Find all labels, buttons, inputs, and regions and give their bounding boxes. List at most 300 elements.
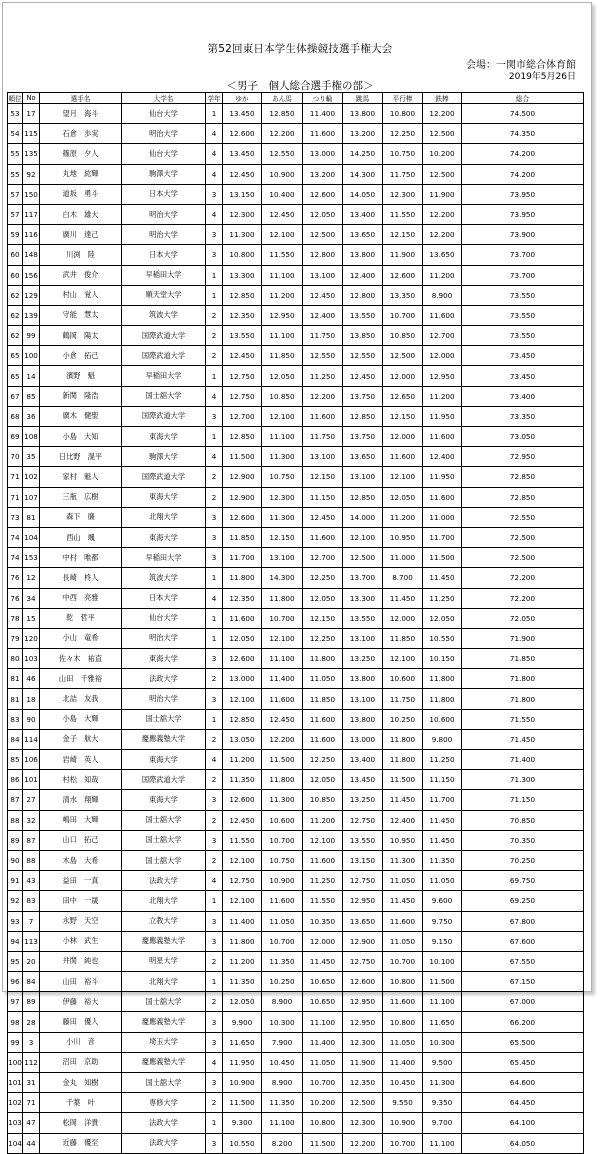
table-row bbox=[8, 669, 584, 689]
number-cell: 135 bbox=[23, 144, 40, 164]
number-cell: 139 bbox=[23, 305, 40, 325]
number-cell: 106 bbox=[23, 750, 40, 770]
number-cell: 92 bbox=[23, 164, 40, 184]
section-title: ＜男子 個人総合選手権の部＞ bbox=[226, 80, 374, 92]
vault-score-cell: 12.850 bbox=[343, 406, 383, 426]
rings-score-cell: 12.250 bbox=[303, 750, 343, 770]
parallel-bars-score-cell: 11.450 bbox=[383, 588, 423, 608]
number-cell: 18 bbox=[23, 689, 40, 709]
grade-cell: 3 bbox=[206, 184, 223, 204]
total-score-cell: 73.450 bbox=[462, 346, 584, 366]
horizontal-bar-score-cell: 12.000 bbox=[423, 346, 462, 366]
number-cell: 101 bbox=[23, 770, 40, 790]
table-row bbox=[8, 346, 584, 366]
university-cell: 東海大学 bbox=[122, 527, 206, 547]
table-row bbox=[8, 366, 584, 386]
floor-score-cell: 12.750 bbox=[223, 366, 262, 386]
university-cell: 明治大学 bbox=[122, 225, 206, 245]
vault-score-cell: 13.800 bbox=[343, 709, 383, 729]
university-cell: 早稲田大学 bbox=[122, 548, 206, 568]
floor-score-cell: 11.600 bbox=[223, 608, 262, 628]
pommel-horse-score-cell: 10.900 bbox=[262, 871, 303, 891]
pommel-horse-score-cell: 8.900 bbox=[262, 992, 303, 1012]
rank-cell: 67 bbox=[8, 386, 23, 406]
parallel-bars-score-cell: 10.800 bbox=[383, 972, 423, 992]
floor-score-cell: 12.100 bbox=[223, 850, 262, 870]
floor-score-cell: 11.300 bbox=[223, 225, 262, 245]
number-cell: 15 bbox=[23, 608, 40, 628]
athlete-name-cell: 金子 航大 bbox=[40, 729, 122, 749]
total-score-cell: 67.000 bbox=[462, 992, 584, 1012]
pommel-horse-score-cell: 12.550 bbox=[262, 144, 303, 164]
table-row bbox=[8, 305, 584, 325]
vault-score-cell: 13.200 bbox=[343, 124, 383, 144]
column-header: 鉄棒 bbox=[423, 93, 462, 104]
vault-score-cell: 11.900 bbox=[343, 1052, 383, 1072]
rings-score-cell: 13.000 bbox=[303, 144, 343, 164]
total-score-cell: 66.200 bbox=[462, 1012, 584, 1032]
parallel-bars-score-cell: 11.750 bbox=[383, 164, 423, 184]
total-score-cell: 71.300 bbox=[462, 770, 584, 790]
floor-score-cell: 12.600 bbox=[223, 124, 262, 144]
rank-cell: 62 bbox=[8, 305, 23, 325]
table-row bbox=[8, 447, 584, 467]
athlete-name-cell: 田中 一晟 bbox=[40, 891, 122, 911]
athlete-name-cell: 小川 音 bbox=[40, 1032, 122, 1052]
floor-score-cell: 11.800 bbox=[223, 931, 262, 951]
university-cell: 国士舘大学 bbox=[122, 386, 206, 406]
floor-score-cell: 12.350 bbox=[223, 305, 262, 325]
number-cell: 84 bbox=[23, 972, 40, 992]
rings-score-cell: 11.600 bbox=[303, 729, 343, 749]
parallel-bars-score-cell: 11.800 bbox=[383, 729, 423, 749]
rings-score-cell: 11.050 bbox=[303, 1052, 343, 1072]
rank-cell: 62 bbox=[8, 285, 23, 305]
parallel-bars-score-cell: 9.550 bbox=[383, 1093, 423, 1113]
parallel-bars-score-cell: 10.450 bbox=[383, 1073, 423, 1093]
table-row bbox=[8, 810, 584, 830]
horizontal-bar-score-cell: 11.500 bbox=[423, 972, 462, 992]
table-row bbox=[8, 386, 584, 406]
vault-score-cell: 12.450 bbox=[343, 366, 383, 386]
column-header: 学年 bbox=[206, 93, 223, 104]
pommel-horse-score-cell: 11.200 bbox=[262, 285, 303, 305]
total-score-cell: 73.050 bbox=[462, 427, 584, 447]
vault-score-cell: 14.300 bbox=[343, 164, 383, 184]
grade-cell: 3 bbox=[206, 689, 223, 709]
athlete-name-cell: 石倉 歩実 bbox=[40, 124, 122, 144]
vault-score-cell: 12.950 bbox=[343, 992, 383, 1012]
rings-score-cell: 11.600 bbox=[303, 124, 343, 144]
pommel-horse-score-cell: 10.300 bbox=[262, 1012, 303, 1032]
floor-score-cell: 9.300 bbox=[223, 1113, 262, 1133]
horizontal-bar-score-cell: 11.650 bbox=[423, 1012, 462, 1032]
table-row bbox=[8, 992, 584, 1012]
floor-score-cell: 11.700 bbox=[223, 548, 262, 568]
university-cell: 国士舘大学 bbox=[122, 709, 206, 729]
horizontal-bar-score-cell: 9.500 bbox=[423, 1052, 462, 1072]
column-header: 選手名 bbox=[40, 93, 122, 104]
total-score-cell: 73.450 bbox=[462, 366, 584, 386]
rings-score-cell: 11.600 bbox=[303, 527, 343, 547]
number-cell: 115 bbox=[23, 124, 40, 144]
floor-score-cell: 11.850 bbox=[223, 527, 262, 547]
total-score-cell: 72.850 bbox=[462, 487, 584, 507]
rings-score-cell: 11.600 bbox=[303, 709, 343, 729]
document-title: 第52回東日本学生体操競技選手権大会 bbox=[207, 43, 393, 55]
rank-cell: 80 bbox=[8, 649, 23, 669]
parallel-bars-score-cell: 8.700 bbox=[383, 568, 423, 588]
rank-cell: 81 bbox=[8, 669, 23, 689]
parallel-bars-score-cell: 12.050 bbox=[383, 487, 423, 507]
vault-score-cell: 13.850 bbox=[343, 326, 383, 346]
university-cell: 国際武道大学 bbox=[122, 326, 206, 346]
floor-score-cell: 11.650 bbox=[223, 1032, 262, 1052]
horizontal-bar-score-cell: 12.400 bbox=[423, 447, 462, 467]
total-score-cell: 67.550 bbox=[462, 951, 584, 971]
rank-cell: 57 bbox=[8, 204, 23, 224]
athlete-name-cell: 小倉 拓己 bbox=[40, 346, 122, 366]
grade-cell: 3 bbox=[206, 548, 223, 568]
table-row bbox=[8, 972, 584, 992]
grade-cell: 4 bbox=[206, 447, 223, 467]
total-score-cell: 74.500 bbox=[462, 104, 584, 124]
parallel-bars-score-cell: 12.650 bbox=[383, 386, 423, 406]
horizontal-bar-score-cell: 9.700 bbox=[423, 1113, 462, 1133]
table-row bbox=[8, 729, 584, 749]
university-cell: 国際武道大学 bbox=[122, 770, 206, 790]
parallel-bars-score-cell: 11.500 bbox=[383, 770, 423, 790]
floor-score-cell: 12.900 bbox=[223, 487, 262, 507]
number-cell: 3 bbox=[23, 1032, 40, 1052]
pommel-horse-score-cell: 7.900 bbox=[262, 1032, 303, 1052]
athlete-name-cell: 道坂 勇斗 bbox=[40, 184, 122, 204]
grade-cell: 1 bbox=[206, 1113, 223, 1133]
horizontal-bar-score-cell: 11.600 bbox=[423, 305, 462, 325]
parallel-bars-score-cell: 11.400 bbox=[383, 1052, 423, 1072]
rank-cell: 74 bbox=[8, 548, 23, 568]
grade-cell: 3 bbox=[206, 830, 223, 850]
grade-cell: 4 bbox=[206, 871, 223, 891]
number-cell: 36 bbox=[23, 406, 40, 426]
total-score-cell: 71.550 bbox=[462, 709, 584, 729]
total-score-cell: 69.750 bbox=[462, 871, 584, 891]
athlete-name-cell: 長崎 柊人 bbox=[40, 568, 122, 588]
table-row bbox=[8, 406, 584, 426]
rank-cell: 76 bbox=[8, 568, 23, 588]
university-cell: 明治大学 bbox=[122, 689, 206, 709]
vault-score-cell: 13.550 bbox=[343, 830, 383, 850]
pommel-horse-score-cell: 10.750 bbox=[262, 467, 303, 487]
number-cell: 14 bbox=[23, 366, 40, 386]
number-cell: 28 bbox=[23, 1012, 40, 1032]
athlete-name-cell: 廣川 達己 bbox=[40, 225, 122, 245]
total-score-cell: 72.200 bbox=[462, 588, 584, 608]
parallel-bars-score-cell: 11.900 bbox=[383, 245, 423, 265]
number-cell: 113 bbox=[23, 931, 40, 951]
pommel-horse-score-cell: 11.350 bbox=[262, 951, 303, 971]
number-cell: 12 bbox=[23, 568, 40, 588]
university-cell: 法政大学 bbox=[122, 871, 206, 891]
vault-score-cell: 13.150 bbox=[343, 850, 383, 870]
number-cell: 102 bbox=[23, 467, 40, 487]
rings-score-cell: 12.600 bbox=[303, 184, 343, 204]
parallel-bars-score-cell: 11.050 bbox=[383, 871, 423, 891]
floor-score-cell: 13.050 bbox=[223, 729, 262, 749]
horizontal-bar-score-cell: 9.750 bbox=[423, 911, 462, 931]
number-cell: 100 bbox=[23, 346, 40, 366]
university-cell: 明星大学 bbox=[122, 951, 206, 971]
table-row bbox=[8, 891, 584, 911]
number-cell: 153 bbox=[23, 548, 40, 568]
rank-cell: 71 bbox=[8, 467, 23, 487]
total-score-cell: 72.550 bbox=[462, 507, 584, 527]
rings-score-cell: 11.150 bbox=[303, 487, 343, 507]
vault-score-cell: 12.200 bbox=[343, 1133, 383, 1153]
floor-score-cell: 12.600 bbox=[223, 649, 262, 669]
parallel-bars-score-cell: 12.600 bbox=[383, 265, 423, 285]
athlete-name-cell: 鶴岡 陽太 bbox=[40, 326, 122, 346]
horizontal-bar-score-cell: 12.700 bbox=[423, 326, 462, 346]
horizontal-bar-score-cell: 11.250 bbox=[423, 588, 462, 608]
total-score-cell: 73.900 bbox=[462, 225, 584, 245]
rings-score-cell: 11.250 bbox=[303, 366, 343, 386]
horizontal-bar-score-cell: 8.900 bbox=[423, 285, 462, 305]
rank-cell: 93 bbox=[8, 911, 23, 931]
rings-score-cell: 13.100 bbox=[303, 265, 343, 285]
table-row bbox=[8, 1133, 584, 1153]
university-cell: 東海大学 bbox=[122, 790, 206, 810]
rings-score-cell: 12.050 bbox=[303, 770, 343, 790]
pommel-horse-score-cell: 10.250 bbox=[262, 972, 303, 992]
rings-score-cell: 11.550 bbox=[303, 891, 343, 911]
vault-score-cell: 13.800 bbox=[343, 669, 383, 689]
athlete-name-cell: 藤田 優人 bbox=[40, 1012, 122, 1032]
total-score-cell: 71.400 bbox=[462, 750, 584, 770]
parallel-bars-score-cell: 13.350 bbox=[383, 285, 423, 305]
number-cell: 44 bbox=[23, 1133, 40, 1153]
rank-cell: 69 bbox=[8, 427, 23, 447]
rings-score-cell: 12.000 bbox=[303, 931, 343, 951]
total-score-cell: 71.150 bbox=[462, 790, 584, 810]
floor-score-cell: 12.050 bbox=[223, 992, 262, 1012]
floor-score-cell: 11.950 bbox=[223, 1052, 262, 1072]
grade-cell: 2 bbox=[206, 326, 223, 346]
table-row bbox=[8, 830, 584, 850]
pommel-horse-score-cell: 10.450 bbox=[262, 1052, 303, 1072]
vault-score-cell: 13.450 bbox=[343, 770, 383, 790]
parallel-bars-score-cell: 12.150 bbox=[383, 225, 423, 245]
table-row bbox=[8, 1052, 584, 1072]
rank-cell: 57 bbox=[8, 184, 23, 204]
number-cell: 120 bbox=[23, 628, 40, 648]
pommel-horse-score-cell: 11.100 bbox=[262, 265, 303, 285]
parallel-bars-score-cell: 11.000 bbox=[383, 548, 423, 568]
vault-score-cell: 12.900 bbox=[343, 931, 383, 951]
table-row bbox=[8, 750, 584, 770]
pommel-horse-score-cell: 11.100 bbox=[262, 326, 303, 346]
athlete-name-cell: 小林 武生 bbox=[40, 931, 122, 951]
horizontal-bar-score-cell: 12.500 bbox=[423, 124, 462, 144]
floor-score-cell: 9.900 bbox=[223, 1012, 262, 1032]
pommel-horse-score-cell: 12.950 bbox=[262, 305, 303, 325]
parallel-bars-score-cell: 12.000 bbox=[383, 427, 423, 447]
university-cell: 筑波大学 bbox=[122, 568, 206, 588]
rank-cell: 101 bbox=[8, 1073, 23, 1093]
university-cell: 立教大学 bbox=[122, 911, 206, 931]
athlete-name-cell: 森下 廉 bbox=[40, 507, 122, 527]
horizontal-bar-score-cell: 12.500 bbox=[423, 164, 462, 184]
athlete-name-cell: 村山 覚人 bbox=[40, 285, 122, 305]
rank-cell: 91 bbox=[8, 871, 23, 891]
total-score-cell: 72.500 bbox=[462, 527, 584, 547]
total-score-cell: 65.500 bbox=[462, 1032, 584, 1052]
table-row bbox=[8, 1093, 584, 1113]
rank-cell: 83 bbox=[8, 709, 23, 729]
grade-cell: 2 bbox=[206, 992, 223, 1012]
number-cell: 32 bbox=[23, 810, 40, 830]
rings-score-cell: 11.100 bbox=[303, 1012, 343, 1032]
column-header: ゆか bbox=[223, 93, 262, 104]
total-score-cell: 73.550 bbox=[462, 285, 584, 305]
athlete-name-cell: 濱野 魁 bbox=[40, 366, 122, 386]
horizontal-bar-score-cell: 11.800 bbox=[423, 689, 462, 709]
horizontal-bar-score-cell: 10.600 bbox=[423, 709, 462, 729]
parallel-bars-score-cell: 10.700 bbox=[383, 951, 423, 971]
parallel-bars-score-cell: 11.200 bbox=[383, 507, 423, 527]
pommel-horse-score-cell: 10.400 bbox=[262, 184, 303, 204]
rank-cell: 103 bbox=[8, 1113, 23, 1133]
university-cell: 専修大学 bbox=[122, 1093, 206, 1113]
horizontal-bar-score-cell: 12.050 bbox=[423, 608, 462, 628]
table-row bbox=[8, 649, 584, 669]
parallel-bars-score-cell: 12.000 bbox=[383, 366, 423, 386]
horizontal-bar-score-cell: 10.550 bbox=[423, 628, 462, 648]
total-score-cell: 71.900 bbox=[462, 628, 584, 648]
pommel-horse-score-cell: 12.050 bbox=[262, 366, 303, 386]
parallel-bars-score-cell: 12.400 bbox=[383, 810, 423, 830]
parallel-bars-score-cell: 10.950 bbox=[383, 527, 423, 547]
vault-score-cell: 12.300 bbox=[343, 1032, 383, 1052]
rings-score-cell: 12.700 bbox=[303, 548, 343, 568]
vault-score-cell: 13.650 bbox=[343, 225, 383, 245]
rings-score-cell: 10.650 bbox=[303, 992, 343, 1012]
university-cell: 国際武道大学 bbox=[122, 467, 206, 487]
university-cell: 慶應義塾大学 bbox=[122, 1012, 206, 1032]
rings-score-cell: 10.650 bbox=[303, 972, 343, 992]
total-score-cell: 67.800 bbox=[462, 911, 584, 931]
rank-cell: 79 bbox=[8, 628, 23, 648]
athlete-name-cell: 川渕 陸 bbox=[40, 245, 122, 265]
total-score-cell: 72.950 bbox=[462, 447, 584, 467]
grade-cell: 3 bbox=[206, 1133, 223, 1153]
table-row bbox=[8, 689, 584, 709]
floor-score-cell: 13.450 bbox=[223, 144, 262, 164]
parallel-bars-score-cell: 11.600 bbox=[383, 447, 423, 467]
date-label: 2019年5月26日 bbox=[508, 72, 576, 82]
column-header: 大学名 bbox=[122, 93, 206, 104]
horizontal-bar-score-cell: 11.700 bbox=[423, 527, 462, 547]
horizontal-bar-score-cell: 11.900 bbox=[423, 184, 462, 204]
pommel-horse-score-cell: 11.600 bbox=[262, 891, 303, 911]
pommel-horse-score-cell: 10.700 bbox=[262, 830, 303, 850]
vault-score-cell: 12.500 bbox=[343, 548, 383, 568]
number-cell: 112 bbox=[23, 1052, 40, 1072]
table-row bbox=[8, 548, 584, 568]
horizontal-bar-score-cell: 11.950 bbox=[423, 467, 462, 487]
vault-score-cell: 13.100 bbox=[343, 689, 383, 709]
number-cell: 27 bbox=[23, 790, 40, 810]
grade-cell: 2 bbox=[206, 729, 223, 749]
athlete-name-cell: 村松 知哉 bbox=[40, 770, 122, 790]
number-cell: 103 bbox=[23, 649, 40, 669]
athlete-name-cell: 近藤 優至 bbox=[40, 1133, 122, 1153]
rank-cell: 81 bbox=[8, 689, 23, 709]
pommel-horse-score-cell: 10.850 bbox=[262, 386, 303, 406]
rings-score-cell: 13.100 bbox=[303, 447, 343, 467]
rank-cell: 100 bbox=[8, 1052, 23, 1072]
rank-cell: 54 bbox=[8, 124, 23, 144]
total-score-cell: 73.550 bbox=[462, 326, 584, 346]
vault-score-cell: 12.550 bbox=[343, 346, 383, 366]
rings-score-cell: 12.050 bbox=[303, 588, 343, 608]
rank-cell: 92 bbox=[8, 891, 23, 911]
university-cell: 国士舘大学 bbox=[122, 830, 206, 850]
university-cell: 国士舘大学 bbox=[122, 992, 206, 1012]
total-score-cell: 73.700 bbox=[462, 245, 584, 265]
table-row bbox=[8, 850, 584, 870]
horizontal-bar-score-cell: 12.200 bbox=[423, 104, 462, 124]
rings-score-cell: 10.350 bbox=[303, 911, 343, 931]
floor-score-cell: 10.900 bbox=[223, 1073, 262, 1093]
university-cell: 駒澤大学 bbox=[122, 447, 206, 467]
floor-score-cell: 10.800 bbox=[223, 245, 262, 265]
rank-cell: 74 bbox=[8, 527, 23, 547]
rings-score-cell: 13.200 bbox=[303, 164, 343, 184]
horizontal-bar-score-cell: 11.200 bbox=[423, 386, 462, 406]
grade-cell: 1 bbox=[206, 628, 223, 648]
grade-cell: 1 bbox=[206, 709, 223, 729]
parallel-bars-score-cell: 11.550 bbox=[383, 204, 423, 224]
parallel-bars-score-cell: 11.450 bbox=[383, 790, 423, 810]
table-row bbox=[8, 124, 584, 144]
athlete-name-cell: 守能 慧太 bbox=[40, 305, 122, 325]
university-cell: 北翔大学 bbox=[122, 972, 206, 992]
parallel-bars-score-cell: 12.250 bbox=[383, 124, 423, 144]
grade-cell: 1 bbox=[206, 972, 223, 992]
floor-score-cell: 12.850 bbox=[223, 285, 262, 305]
column-header: 順位 bbox=[8, 93, 23, 104]
rings-score-cell: 11.850 bbox=[303, 689, 343, 709]
rank-cell: 99 bbox=[8, 1032, 23, 1052]
athlete-name-cell: 武井 俊介 bbox=[40, 265, 122, 285]
table-row bbox=[8, 184, 584, 204]
number-cell: 99 bbox=[23, 326, 40, 346]
grade-cell: 3 bbox=[206, 225, 223, 245]
pommel-horse-score-cell: 12.300 bbox=[262, 487, 303, 507]
university-cell: 筑波大学 bbox=[122, 305, 206, 325]
parallel-bars-score-cell: 11.800 bbox=[383, 750, 423, 770]
table-row bbox=[8, 144, 584, 164]
university-cell: 東海大学 bbox=[122, 750, 206, 770]
vault-score-cell: 12.750 bbox=[343, 871, 383, 891]
horizontal-bar-score-cell: 11.600 bbox=[423, 427, 462, 447]
rank-cell: 104 bbox=[8, 1133, 23, 1153]
pommel-horse-score-cell: 12.850 bbox=[262, 104, 303, 124]
number-cell: 104 bbox=[23, 527, 40, 547]
horizontal-bar-score-cell: 11.950 bbox=[423, 406, 462, 426]
rings-score-cell: 12.400 bbox=[303, 305, 343, 325]
